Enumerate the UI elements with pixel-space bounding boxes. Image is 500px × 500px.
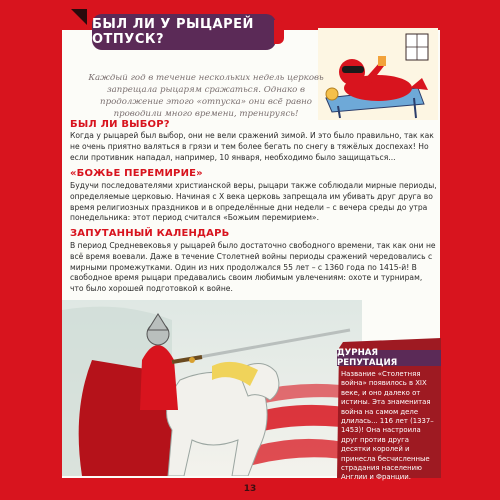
section-heading: БЫЛ ЛИ ВЫБОР?: [70, 119, 170, 130]
page-number: 13: [243, 484, 257, 494]
knight-sunbathing-illustration: [318, 28, 438, 120]
frame-right: [440, 0, 500, 500]
intro-text: Каждый год в течение нескольких недель церковь запрещала рыцарям сражаться. Однако в продолжение этого «отпуска» они всё равно проводили много времени, тренируясь!: [88, 73, 324, 119]
section-text: Когда у рыцарей был выбор, они не вели сражений зимой. И это было правильно, так как не очень приятно валяться в грязи и тем более бегать по снегу в тяжёлых доспехах! Но если противник нападал, например, 10 января, необходимо было защищаться...: [70, 131, 434, 162]
sidebar-heading: ДУРНАЯ РЕПУТАЦИЯ: [337, 350, 441, 366]
page-title: БЫЛ ЛИ У РЫЦАРЕЙ ОТПУСК?: [92, 14, 276, 50]
section-heading: ЗАПУТАННЫЙ КАЛЕНДАРЬ: [70, 228, 230, 239]
section-heading: «БОЖЬЕ ПЕРЕМИРИЕ»: [70, 168, 203, 179]
section-text: Будучи последователями христианской веры, рыцари также соблюдали мирные периоды, определяемые церковью. Начиная с X века церковь запрещала им убивать друг друга во время религиозных праздников и в определённые дни недели – с вечера среды до утра понедельника: этот период считался «Божьим перемирием».: [70, 181, 437, 223]
corner-arrow-icon: [68, 6, 90, 28]
section-text: В период Средневековья у рыцарей было достаточно свободного времени, так как они не всё время воевали. Даже в течение Столетней войны периоды сражений чередовались с мирными промежутками. Один из них продолжался 55 лет – с 1360 года по 1415-й! В свободное время рыцари предавались своим любимым увлечениям: охоте и турнирам, что было хорошей подготовкой к войне.: [70, 241, 436, 294]
title-pill-tab: [274, 20, 284, 44]
knight-on-horse-illustration: [62, 300, 362, 476]
frame-left: [0, 0, 62, 500]
sidebar-text: Название «Столетняя война» появилось в XIX веке, и оно далеко от истины. Эта знаменитая война на самом деле длилась... 116 лет (1337–1453)! Она настроила друг против друга десятки королей и принесла бесчисленные страдания населению Англии и Франции.: [341, 370, 434, 482]
